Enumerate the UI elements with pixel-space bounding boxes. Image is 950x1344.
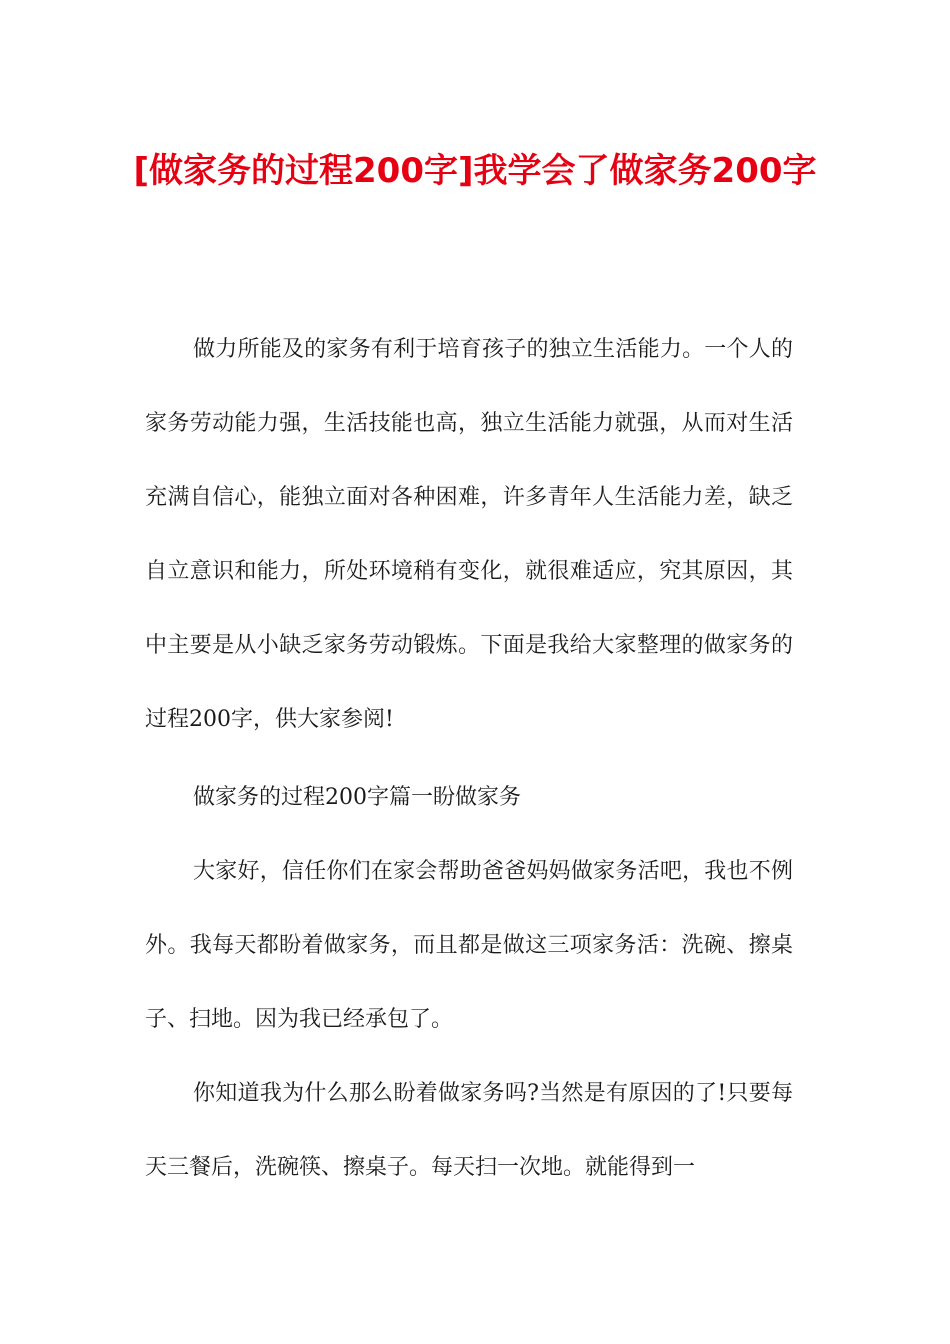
section-heading: 做家务的过程200字篇一盼做家务 [193, 785, 521, 810]
document-title: [做家务的过程200字]我学会了做家务200字 [133, 151, 817, 191]
body-paragraph: 你知道我为什么那么盼着做家务吗?当然是有原因的了!只要每天三餐后，洗碗筷、擦桌子。每天扫一次地。就能得到一 [145, 1081, 793, 1180]
intro-paragraph: 做力所能及的家务有利于培育孩子的独立生活能力。一个人的家务劳动能力强，生活技能也高，独立生活能力就强，从而对生活充满自信心，能独立面对各种困难，许多青年人生活能力差，缺乏自立意识和能力，所处环境稍有变化，就很难适应，究其原因，其中主要是从小缺乏家务劳动锻炼。下面是我给大家整理的做家务的过程200字，供大家参阅! [145, 337, 793, 732]
body-paragraph: 大家好，信任你们在家会帮助爸爸妈妈做家务活吧，我也不例外。我每天都盼着做家务，而且都是做这三项家务活：洗碗、擦桌子、扫地。因为我已经承包了。 [145, 859, 793, 1032]
